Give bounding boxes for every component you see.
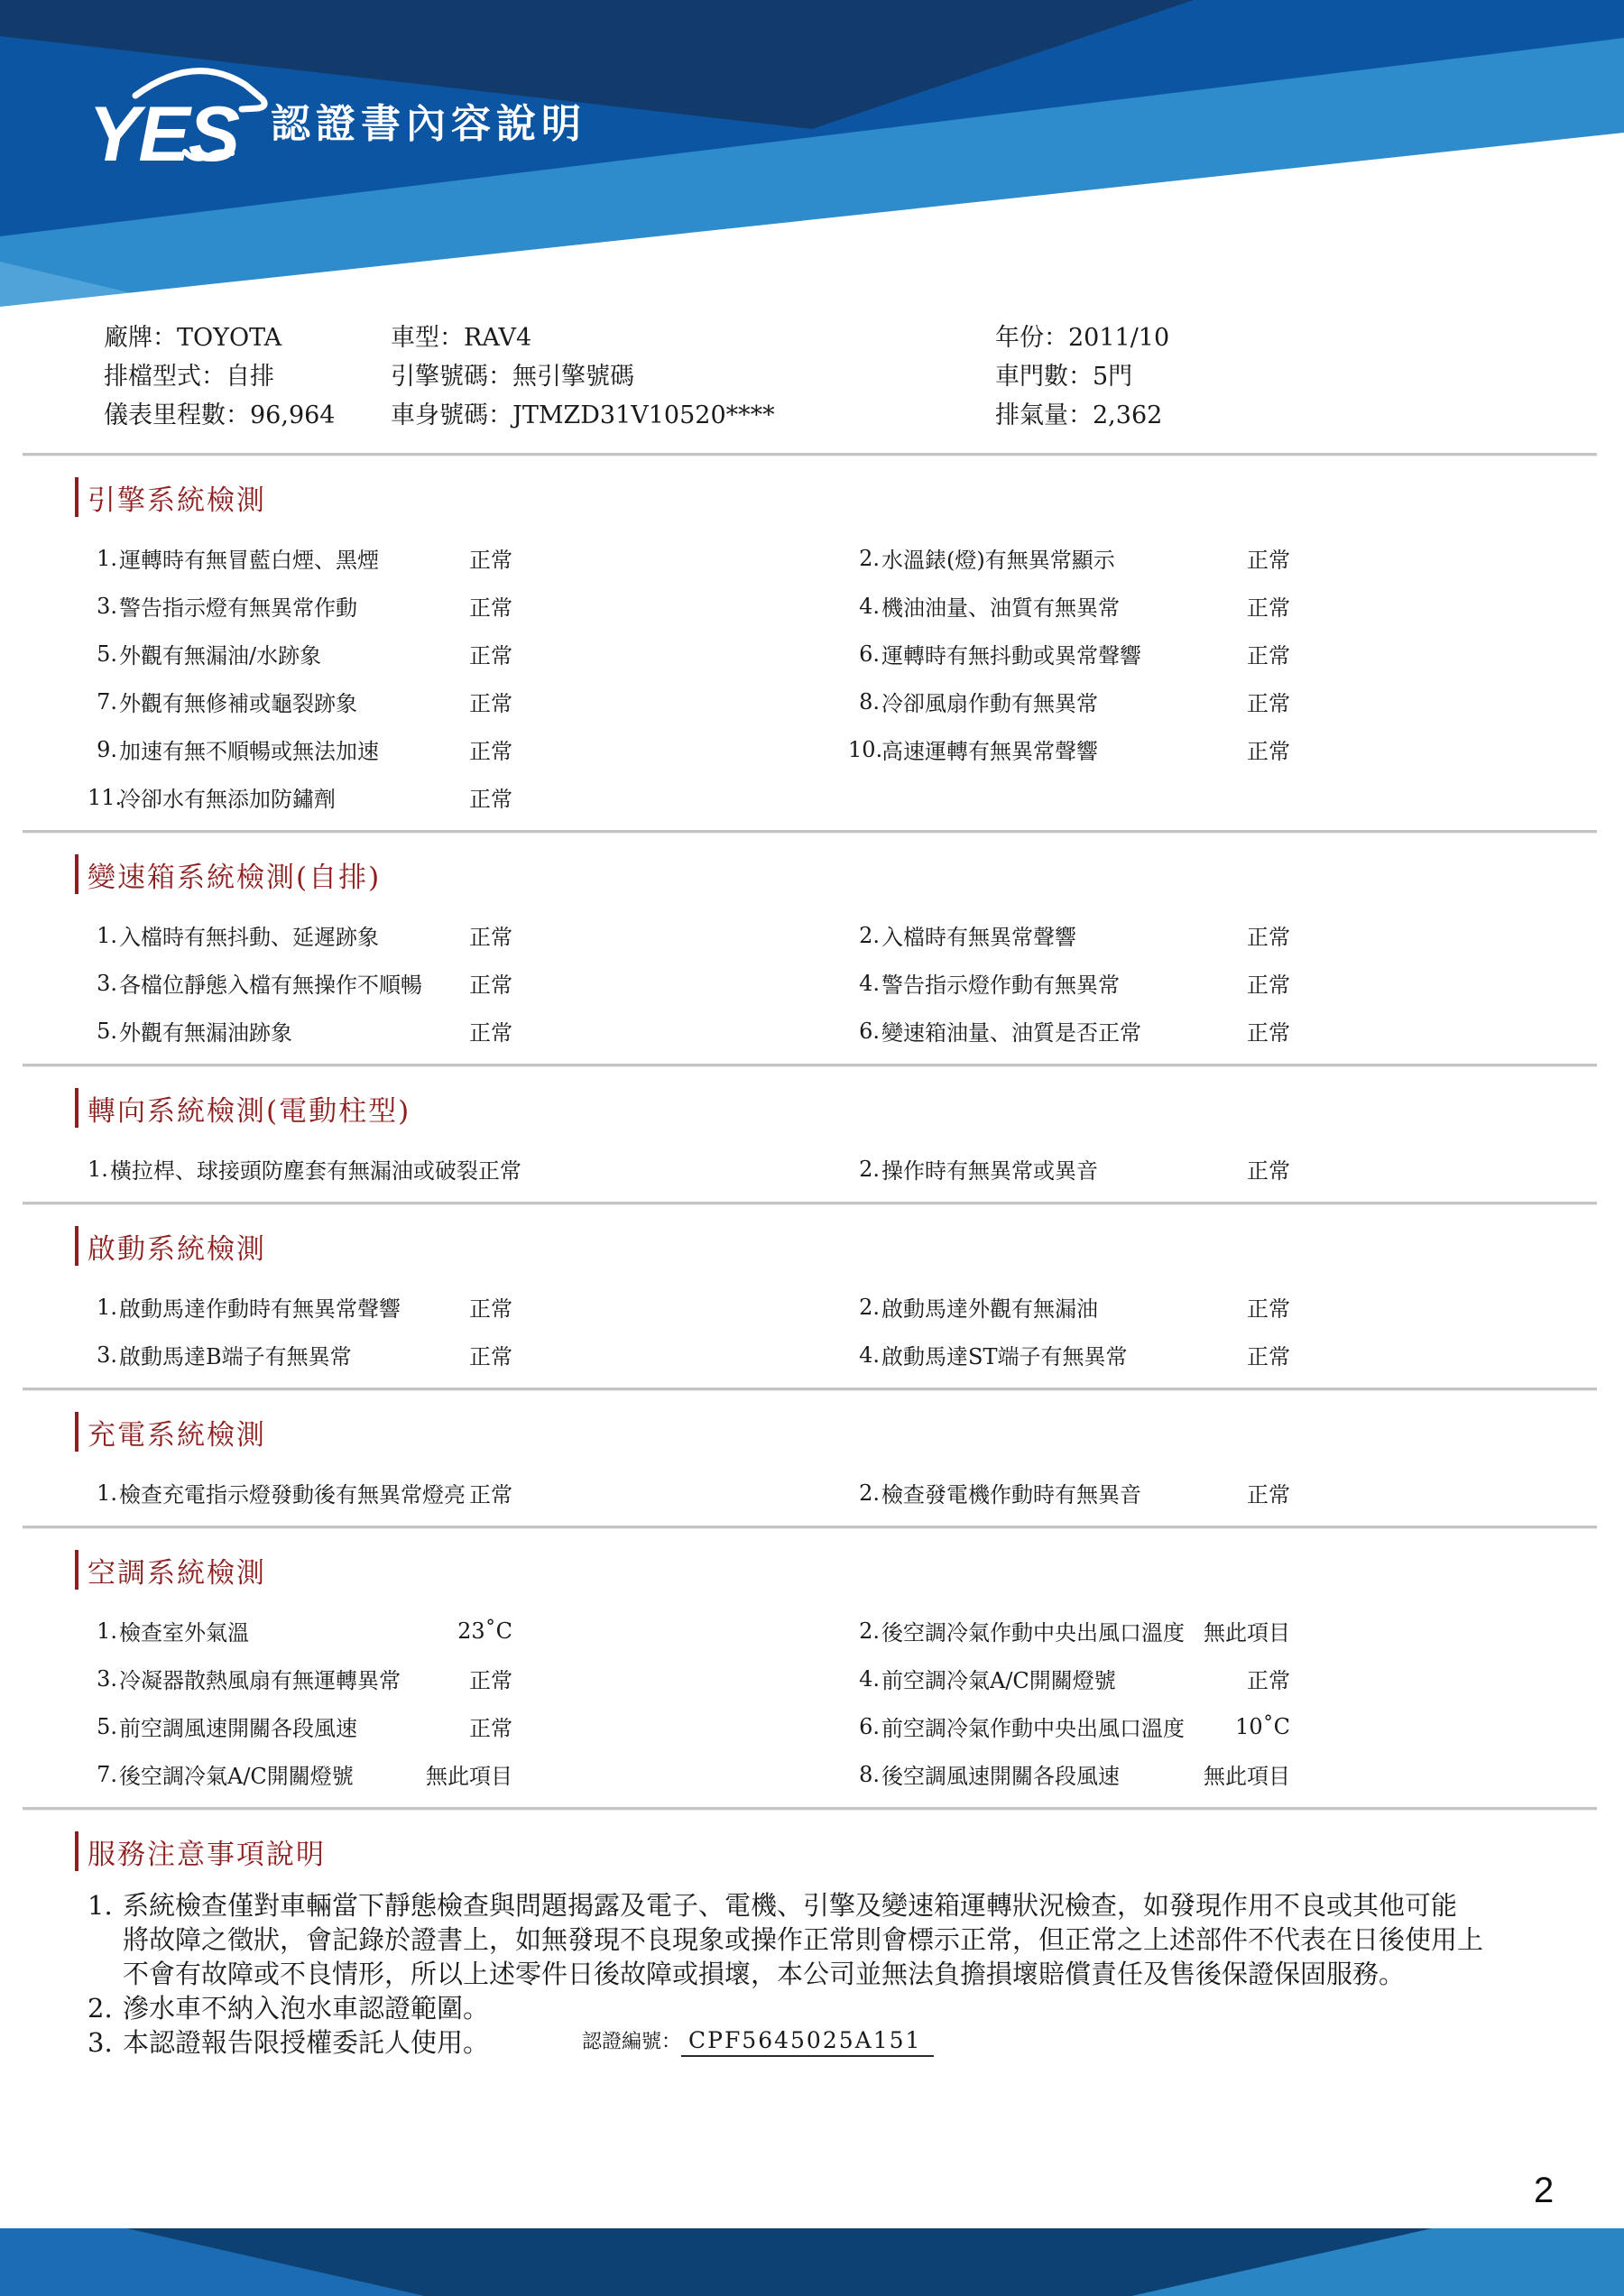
item-result: 正常 [469,1482,512,1508]
item-result: 正常 [469,643,512,669]
section-title: 空調系統檢測 [88,1556,266,1590]
section-title: 變速箱系統檢測(自排) [88,861,382,894]
item-result: 正常 [469,973,512,998]
item-text: 後空調風速開關各段風速 [881,1764,1120,1789]
section-rows [0,534,1624,821]
item-text: 啟動馬達ST端子有無異常 [881,1344,1128,1369]
item-number: 3. [97,970,117,996]
info-value: 無引擎號碼 [512,363,634,391]
item-number: 7. [97,1761,117,1787]
inspection-item-left [88,781,848,813]
inspection-section [0,1064,1624,1193]
vehicle-info-item [995,396,1624,435]
info-label: 車型 [391,324,439,352]
item-text: 冷卻風扇作動有無異常 [881,691,1098,716]
item-result: 正常 [469,548,512,573]
note-item [88,1991,1570,2025]
item-result: 正常 [1247,1344,1290,1369]
inspection-item-left [88,1291,848,1323]
section-divider [23,1388,1597,1391]
inspection-item-right [848,1339,1290,1370]
notes-title-row [75,1830,1624,1872]
item-text: 後空調冷氣A/C開關燈號 [119,1764,354,1789]
yes-logo-text: YES [88,91,239,178]
section-divider [23,1526,1597,1529]
item-text: 啟動馬達B端子有無異常 [119,1344,352,1369]
inspection-row [88,1702,1624,1750]
red-accent-bar [75,854,78,894]
section-divider [23,453,1597,456]
inspection-item-right [848,542,1290,574]
item-result: 正常 [1247,1482,1290,1508]
item-text: 變速箱油量、油質是否正常 [881,1020,1141,1046]
item-number: 4. [859,1342,880,1368]
item-text: 運轉時有無抖動或異常聲響 [881,643,1141,669]
inspection-row [88,1145,1624,1193]
item-result: 正常 [469,925,512,950]
note-text [123,1888,1570,1991]
item-result: 正常 [469,1668,512,1693]
info-value: 2011/10 [1068,324,1170,352]
item-result: 正常 [1247,643,1290,669]
service-notes-section [0,1830,1624,2060]
section-title-row [75,1549,1624,1591]
vehicle-info-item [995,357,1624,396]
item-text: 啟動馬達外觀有無漏油 [881,1296,1098,1322]
red-accent-bar [75,1226,78,1266]
info-label: 車門數 [995,363,1068,391]
inspection-item-right [848,733,1290,765]
info-label: 廠牌 [104,324,152,352]
item-text: 警告指示燈有無異常作動 [119,595,357,621]
item-number: 4. [859,970,880,996]
inspection-row [88,911,1624,959]
inspection-item-right [848,1615,1290,1646]
note-number: 2. [88,1993,113,2024]
inspection-row [88,1331,1624,1379]
section-title: 充電系統檢測 [88,1418,266,1452]
inspection-row [88,1607,1624,1655]
page-title: 認證書內容說明 [271,102,586,146]
vehicle-info-item [391,357,995,396]
item-number: 9. [97,736,117,762]
inspection-item-left [88,590,848,622]
section-divider [23,1807,1597,1811]
item-result: 正常 [469,691,512,716]
item-text: 啟動馬達作動時有無異常聲響 [119,1296,401,1322]
vehicle-info-item [104,318,391,357]
note-line: 本認證報告限授權委託人使用。 [123,2027,490,2058]
item-number: 2. [859,1294,880,1320]
inspection-item-right [848,967,1290,999]
item-number: 2. [859,1156,880,1182]
item-result: 正常 [469,787,512,812]
item-text: 加速有無不順暢或無法加速 [119,739,379,764]
vehicle-info [104,318,1624,435]
item-text: 操作時有無異常或異音 [881,1158,1098,1184]
note-number: 1. [88,1890,113,1921]
item-number: 4. [859,593,880,619]
info-label: 年份 [995,324,1044,352]
section-divider [23,830,1597,834]
item-number: 3. [97,1342,117,1368]
item-result: 正常 [1247,973,1290,998]
item-text: 入檔時有無異常聲響 [881,925,1076,950]
info-colon: ： [201,363,226,391]
section-title-row [75,476,1624,518]
inspection-item-right [848,919,1290,951]
item-number: 5. [97,1018,117,1044]
inspection-item-left [88,638,848,669]
item-result: 無此項目 [1204,1620,1290,1646]
info-value: 96,964 [250,401,336,429]
item-text: 檢查發電機作動時有無異音 [881,1482,1141,1508]
info-colon: ： [488,363,512,391]
item-result: 正常 [1247,548,1290,573]
item-number: 3. [97,593,117,619]
inspection-row [88,630,1624,678]
item-text: 警告指示燈作動有無異常 [881,973,1120,998]
item-text: 檢查充電指示燈發動後有無異常燈亮 [119,1482,466,1508]
info-colon: ： [1044,324,1068,352]
item-number: 3. [97,1665,117,1692]
inspection-row [88,582,1624,630]
info-colon: ： [439,324,464,352]
inspection-item-right [848,1710,1290,1742]
item-result: 10˚C [1235,1713,1290,1739]
item-text: 前空調冷氣作動中央出風口溫度 [881,1716,1185,1741]
inspection-item-right [848,1015,1290,1047]
item-number: 10. [848,736,883,762]
section-rows [0,1145,1624,1193]
info-value: TOYOTA [177,324,282,352]
item-text: 後空調冷氣作動中央出風口溫度 [881,1620,1185,1646]
item-result: 正常 [1247,925,1290,950]
section-title: 啟動系統檢測 [88,1232,266,1266]
item-result: 正常 [469,1716,512,1741]
inspection-row [88,773,1624,821]
item-number: 2. [859,1618,880,1644]
item-text: 外觀有無修補或龜裂跡象 [119,691,357,716]
item-result: 正常 [469,1020,512,1046]
inspection-item-left [88,1339,848,1370]
vehicle-info-item [104,396,391,435]
inspection-row [88,959,1624,1007]
item-number: 1. [88,1156,108,1182]
item-text: 各檔位靜態入檔有無操作不順暢 [119,973,422,998]
item-result: 正常 [1247,595,1290,621]
inspection-item-right [848,1663,1290,1694]
info-colon: ： [152,324,177,352]
page-number: 2 [1534,2171,1555,2210]
item-result: 正常 [1247,1158,1290,1184]
section-divider [23,1202,1597,1205]
section-title: 轉向系統檢測(電動柱型) [88,1094,411,1128]
inspection-item-left [88,1710,848,1742]
inspection-row [88,1750,1624,1798]
item-result: 正常 [1247,691,1290,716]
inspection-section [0,1202,1624,1379]
red-accent-bar [75,477,78,517]
note-text [123,1991,1570,2025]
item-number: 1. [97,545,117,571]
inspection-item-right [848,638,1290,669]
inspection-item-right [848,590,1290,622]
inspection-item-left [88,686,848,717]
item-text: 前空調冷氣A/C開關燈號 [881,1668,1116,1693]
section-title-row [75,853,1624,895]
info-value: JTMZD31V10520**** [512,401,775,429]
vehicle-info-item [995,318,1624,357]
item-text: 冷凝器散熱風扇有無運轉異常 [119,1668,401,1693]
inspection-row [88,1007,1624,1055]
red-accent-bar [75,1831,78,1871]
item-text: 外觀有無漏油/水跡象 [119,643,322,669]
item-result: 正常 [1247,1668,1290,1693]
inspection-item-right [848,1758,1290,1790]
item-result: 正常 [469,595,512,621]
item-result: 23˚C [457,1618,512,1644]
item-number: 4. [859,1665,880,1692]
section-rows [0,1283,1624,1379]
section-title-row [75,1087,1624,1129]
note-line: 系統檢查僅對車輛當下靜態檢查與問題揭露及電子、電機、引擎及變速箱運轉狀況檢查，如發現作用不良或其他可能 [123,1890,1458,1921]
info-value: 自排 [226,363,274,391]
item-result: 正常 [469,739,512,764]
item-number: 2. [859,1480,880,1506]
item-number: 8. [859,1761,880,1787]
vehicle-info-item [104,357,391,396]
note-line: 將故障之徵狀，會記錄於證書上，如無發現不良現象或操作正常則會標示正常，但正常之上述部件不代表在日後使用上 [123,1924,1484,1955]
inspection-row [88,1283,1624,1331]
inspection-item-left [88,1758,848,1790]
section-title: 服務注意事項說明 [88,1838,326,1871]
info-label: 車身號碼 [391,401,488,429]
item-number: 1. [97,1294,117,1320]
item-text: 運轉時有無冒藍白煙、黑煙 [119,548,379,573]
inspection-section [0,1526,1624,1798]
inspection-item-right [848,686,1290,717]
item-text: 前空調風速開關各段風速 [119,1716,357,1741]
item-number: 7. [97,688,117,715]
info-value: 2,362 [1093,401,1163,429]
section-rows [0,1607,1624,1798]
item-number: 6. [859,1018,880,1044]
section-title-row [75,1411,1624,1452]
inspection-section [0,453,1624,821]
item-number: 1. [97,1618,117,1644]
item-number: 1. [97,922,117,948]
inspection-row [88,678,1624,725]
item-text: 入檔時有無抖動、延遲跡象 [119,925,379,950]
item-text: 機油油量、油質有無異常 [881,595,1120,621]
red-accent-bar [75,1550,78,1590]
note-line: 滲水車不納入泡水車認證範圍。 [123,1993,490,2024]
inspection-item-left [88,919,848,951]
info-value: 5門 [1093,363,1133,391]
item-text: 高速運轉有無異常聲響 [881,739,1098,764]
inspection-item-left [88,542,848,574]
item-result: 正常 [1247,739,1290,764]
section-rows [0,911,1624,1055]
inspection-item-right [848,1291,1290,1323]
inspection-section [0,830,1624,1055]
item-result: 正常 [1247,1020,1290,1046]
note-line: 不會有故障或不良情形，所以上述零件日後故障或損壞，本公司並無法負擔損壞賠償責任及售後保證保固服務。 [123,1959,1406,1989]
info-label: 儀表里程數 [104,401,226,429]
item-number: 2. [859,922,880,948]
info-colon: ： [488,401,512,429]
inspection-sections [0,453,1624,1798]
inspection-row [88,725,1624,773]
item-result: 無此項目 [1204,1764,1290,1789]
item-text: 水溫錶(燈)有無異常顯示 [881,548,1115,573]
inspection-item-left [88,1663,848,1694]
inspection-row [88,534,1624,582]
inspection-item-left [88,1015,848,1047]
info-label: 排檔型式 [104,363,201,391]
certificate-number-value: CPF5645025A151 [681,2027,934,2057]
section-divider [23,1064,1597,1067]
red-accent-bar [75,1088,78,1128]
note-item [88,1888,1570,1991]
inspection-item-left [88,967,848,999]
inspection-item-right [848,1153,1290,1185]
section-title-row [75,1225,1624,1267]
item-result: 正常 [477,1158,521,1184]
item-result: 正常 [469,1296,512,1322]
item-number: 6. [859,1713,880,1739]
inspection-item-left [88,1153,848,1185]
certificate-number-label: 認證編號： [582,2031,682,2053]
footer-banner [0,2228,1624,2296]
red-accent-bar [75,1412,78,1452]
item-result: 正常 [1247,1296,1290,1322]
item-text: 外觀有無漏油跡象 [119,1020,292,1046]
section-title: 引擎系統檢測 [88,484,266,517]
inspection-row [88,1469,1624,1517]
note-number: 3. [88,2027,113,2058]
info-value: RAV4 [464,324,532,352]
section-rows [0,1469,1624,1517]
inspection-item-right [848,1477,1290,1508]
certificate-number [582,2026,934,2057]
item-number: 11. [88,784,123,810]
item-number: 6. [859,641,880,667]
item-number: 2. [859,545,880,571]
info-label: 引擎號碼 [391,363,488,391]
item-result: 無此項目 [426,1764,512,1789]
item-text: 橫拉桿、球接頭防塵套有無漏油或破裂 [109,1158,478,1184]
inspection-item-left [88,1615,848,1646]
inspection-item-left [88,733,848,765]
item-result: 正常 [469,1344,512,1369]
item-text: 冷卻水有無添加防鏽劑 [119,787,336,812]
item-number: 8. [859,688,880,715]
item-number: 5. [97,641,117,667]
item-number: 1. [97,1480,117,1506]
item-text: 檢查室外氣溫 [119,1620,249,1646]
vehicle-info-item [391,318,995,357]
info-label: 排氣量 [995,401,1068,429]
inspection-section [0,1388,1624,1517]
info-colon: ： [1068,401,1093,429]
inspection-item-left [88,1477,848,1508]
inspection-row [88,1655,1624,1702]
vehicle-info-item [391,396,995,435]
info-colon: ： [226,401,250,429]
info-colon: ： [1068,363,1093,391]
item-number: 5. [97,1713,117,1739]
